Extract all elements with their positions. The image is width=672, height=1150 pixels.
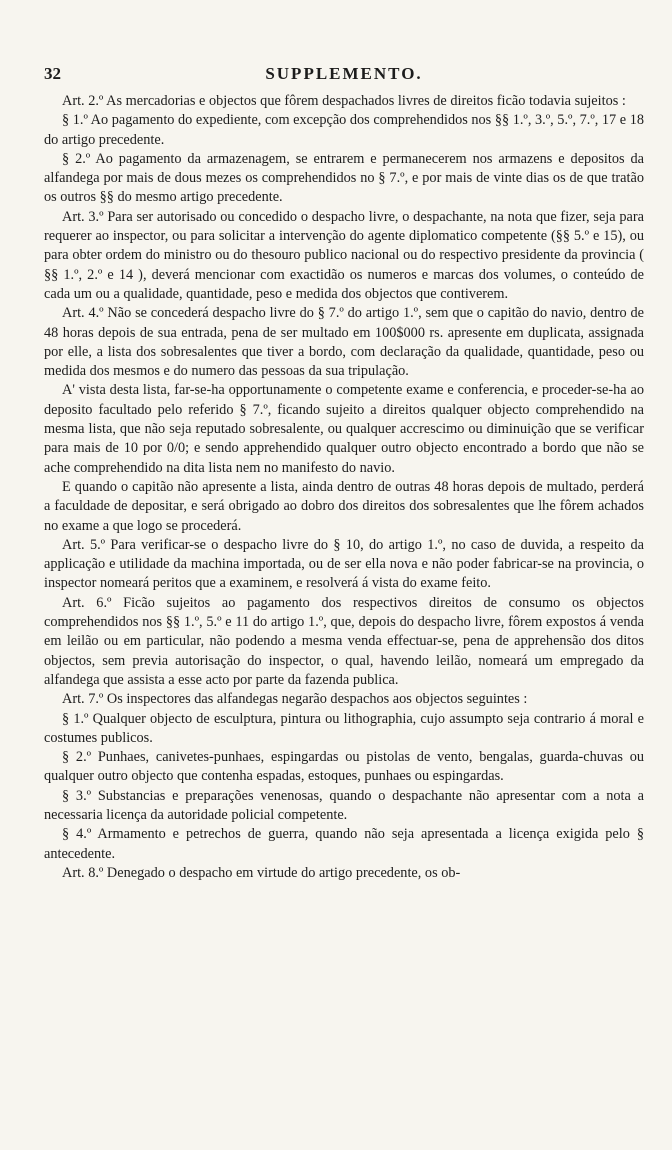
paragraph-art-2: Art. 2.º As mercadorias e objectos que fôrem despachados livres de direitos ficão todavia sujeitos : (62, 93, 626, 109)
paragraph-art-4-lista: A' vista desta lista, far-se-ha opportunamente o competente exame e conferencia, e proceder-se-ha ao deposito facultado pelo referido § 7.º, ficando sujeito a direitos qualquer objecto comprehendido na mesma lista, que não seja reputado sobresalente, ou qualquer accrescimo ou diminuição que se verificar para mais de 10 por 0/0; e sendo apprehendido qualquer outro objecto encontrado a bordo que não se ache comprehendido na dita lista nem no manifesto do navio. (44, 382, 644, 476)
paragraph-art-7: Art. 7.º Os inspectores das alfandegas negarão despachos aos objectos seguintes : (62, 691, 528, 708)
paragraph-art-4-capitao: E quando o capitão não apresente a lista, ainda dentro de outras 48 horas depois de multado, perderá a faculdade de depositar, e será obrigado ao dobro dos direitos dos sobresalentes que lhe fôrem achados no exame a que logo se procederá. (44, 478, 644, 534)
running-title: SUPPLEMENTO. (265, 64, 423, 83)
paragraph-art-5: Art. 5.º Para verificar-se o despacho livre do § 10, do artigo 1.º, no caso de duvida, a respeito da applicação e utilidade da machina importada, ou de ser ella nova e não poder fabricar-se na provincia, o inspector nomeará peritos que a examinem, e resolverá á vista do exame feito. (44, 536, 644, 592)
paragraph-art-2-par-2: § 2.º Ao pagamento da armazenagem, se entrarem e permanecerem nos armazens e depositos da alfandega por mais de dous mezes os comprehendidos no § 7.º, e por mais de vinte dias os de que tratão os outros §§ do mesmo artigo precedente. (44, 150, 644, 206)
document-body (44, 92, 644, 883)
page-number: 32 (44, 64, 61, 83)
paragraph-art-7-par-4: § 4.º Armamento e petrechos de guerra, quando não seja apresentada a licença exigida pelo § antecedente. (44, 826, 644, 862)
paragraph-art-7-par-1: § 1.º Qualquer objecto de esculptura, pintura ou lithographia, cujo assumpto seja contrario á moral e costumes publicos. (44, 710, 644, 746)
paragraph-art-8: Art. 8.º Denegado o despacho em virtude do artigo precedente, os ob- (62, 864, 461, 881)
paragraph-art-4: Art. 4.º Não se concederá despacho livre do § 7.º do artigo 1.º, sem que o capitão do navio, dentro de 48 horas depois de sua entrada, pena de ser multado em 100$000 rs. apresente em duplicata, assignada por elle, a lista dos sobresalentes que tiver a bordo, com declaração da qualidade, quantidade, peso ou medida dos mesmos e do numero das pessoas da sua tripulação. (44, 305, 644, 380)
paragraph-art-7-par-2: § 2.º Punhaes, canivetes-punhaes, espingardas ou pistolas de vento, bengalas, guarda-chuvas ou qualquer outro objecto que contenha espadas, estoques, punhaes ou espingardas. (44, 749, 644, 785)
paragraph-art-2-par-1: § 1.º Ao pagamento do expediente, com excepção dos comprehendidos nos §§ 1.º, 3.º, 5.º, 7.º, 17 e 18 do artigo precedente. (44, 112, 644, 148)
paragraph-art-6: Art. 6.º Ficão sujeitos ao pagamento dos respectivos direitos de consumo os objectos comprehendidos nos §§ 1.º, 5.º e 11 do artigo 1.º, que, depois do despacho livre, fôrem expostos á venda em leilão ou em particular, não podendo a mesma venda effectuar-se, pena de apprehensão dos ditos objectos, sem previa autorisação do inspector, o qual, havendo leilão, nomeará um empregado da alfandega que assista a esse acto por parte da fazenda publica. (44, 594, 644, 688)
paragraph-art-3: Art. 3.º Para ser autorisado ou concedido o despacho livre, o despachante, na nota que fizer, seja para requerer ao inspector, ou para solicitar a intervenção do agente diplomatico competente (§§ 5.º e 15), ou para obter ordem do ministro ou do thesouro publico nacional ou do respectivo presidente da provincia ( §§ 1.º, 2.º e 14 ), deverá mencionar com exactidão os numeros e marcas dos volumes, o conteúdo de cada um ou a qualidade, quantidade, peso e medida dos objectos que contiverem. (44, 208, 644, 302)
paragraph-art-7-par-3: § 3.º Substancias e preparações venenosas, quando o despachante não apresentar com a nota a necessaria licença da autoridade policial competente. (44, 787, 644, 823)
page-header (44, 64, 644, 90)
